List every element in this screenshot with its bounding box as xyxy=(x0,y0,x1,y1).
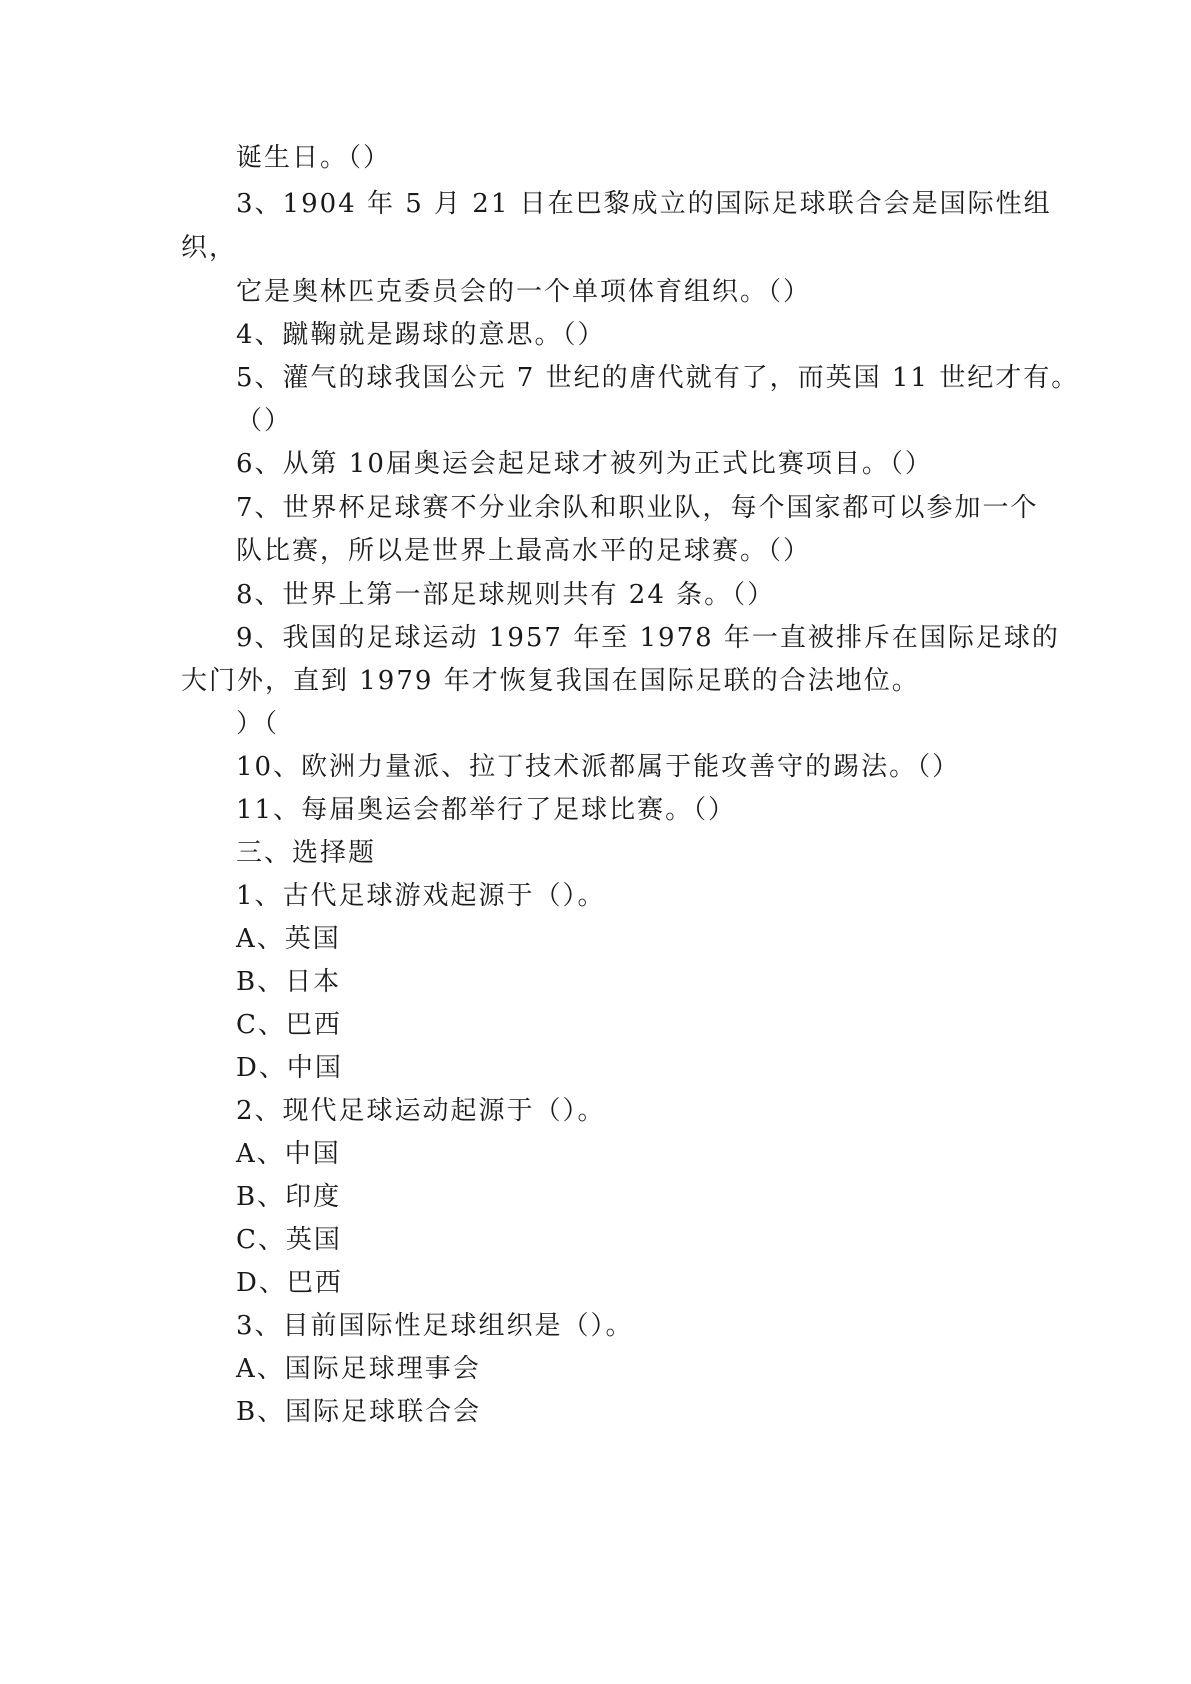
answer-option: B、国际足球联合会 xyxy=(236,1397,482,1427)
text-line: 大门外，直到 1979 年才恢复我国在国际足联的合法地位。 xyxy=(181,666,920,696)
answer-option: D、中国 xyxy=(236,1053,343,1083)
answer-option: C、英国 xyxy=(236,1225,342,1255)
text-line: （） xyxy=(236,406,293,436)
question-text: 2、现代足球运动起源于（）。 xyxy=(236,1096,606,1126)
text-line: 7、世界杯足球赛不分业余队和职业队，每个国家都可以参加一个 xyxy=(236,493,1039,523)
answer-option: C、巴西 xyxy=(236,1010,342,1040)
text-line: 它是奥林匹克委员会的一个单项体育组织。（） xyxy=(236,277,812,307)
text-line: 3、1904 年 5 月 21 日在巴黎成立的国际足球联合会是国际性组 xyxy=(236,189,1052,219)
text-line: ）（ xyxy=(236,709,280,739)
text-line: 6、从第 10届奥运会起足球才被列为正式比赛项目。（） xyxy=(236,449,933,479)
answer-option: B、日本 xyxy=(236,967,342,997)
answer-option: B、印度 xyxy=(236,1182,342,1212)
answer-option: A、英国 xyxy=(236,924,341,954)
answer-option: A、国际足球理事会 xyxy=(236,1354,481,1384)
answer-option: D、巴西 xyxy=(236,1268,343,1298)
text-line: 4、蹴鞠就是踢球的意思。（） xyxy=(236,320,606,350)
text-line: 8、世界上第一部足球规则共有 24 条。（） xyxy=(236,580,776,610)
question-text: 1、古代足球游戏起源于（）。 xyxy=(236,881,606,911)
answer-option: A、中国 xyxy=(236,1139,341,1169)
text-line: 9、我国的足球运动 1957 年至 1978 年一直被排斥在国际足球的 xyxy=(236,623,1060,653)
text-line: 11、每届奥运会都举行了足球比赛。（） xyxy=(236,795,737,825)
text-line: 队比赛，所以是世界上最高水平的足球赛。（） xyxy=(236,536,812,566)
question-text: 3、目前国际性足球组织是（）。 xyxy=(236,1311,634,1341)
text-line: 5、灌气的球我国公元 7 世纪的唐代就有了，而英国 11 世纪才有。 xyxy=(236,363,1080,393)
section-heading: 三、选择题 xyxy=(236,838,377,868)
text-line: 诞生日。（） xyxy=(236,143,392,173)
text-line: 织， xyxy=(181,233,238,263)
text-line: 10、欧洲力量派、拉丁技术派都属于能攻善守的踢法。（） xyxy=(236,752,961,782)
